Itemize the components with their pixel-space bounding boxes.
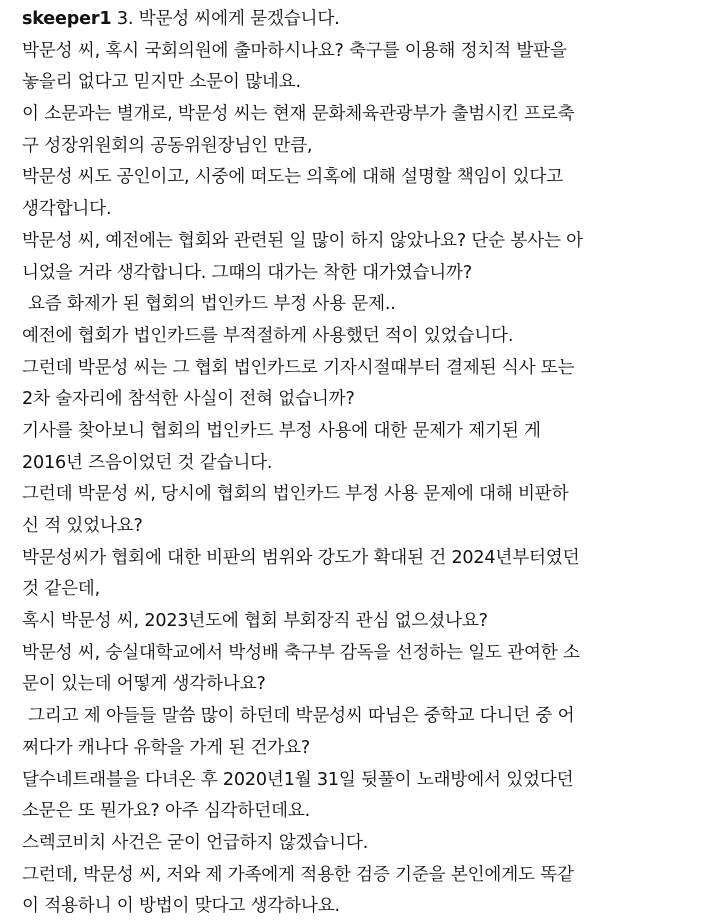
username[interactable]: skeeper1: [22, 9, 112, 29]
caption-line: 박문성 씨, 숭실대학교에서 박성배 축구부 감독을 선정하는 일도 관여한 소: [22, 642, 580, 663]
caption-line: 박문성 씨도 공인이고, 시중에 떠도는 의혹에 대해 설명할 책임이 있다고: [22, 167, 563, 188]
caption-line: 이 적용하니 이 방법이 맞다고 생각하나요.: [22, 896, 340, 917]
caption-line: 기사를 찾아보니 협회의 법인카드 부정 사용에 대한 문제가 제기된 게: [22, 420, 541, 441]
caption-line: 2016년 즈음이었던 것 같습니다.: [22, 452, 273, 473]
caption-line: 예전에 협회가 법인카드를 부적절하게 사용했던 적이 있었습니다.: [22, 325, 514, 346]
caption-line: 신 적 있었나요?: [22, 516, 143, 536]
caption-line: 것 같은데,: [22, 579, 100, 600]
caption-line: 스렉코비치 사건은 굳이 언급하지 않겠습니다.: [22, 832, 369, 853]
caption-line: 쩌다가 캐나다 유학을 가게 된 건가요?: [22, 737, 311, 758]
caption-line: 박문성씨가 협회에 대한 비판의 범위와 강도가 확대된 건 2024년부터였던: [22, 547, 580, 568]
caption-line: 박문성 씨, 예전에는 협회와 관련된 일 많이 하지 않았나요? 단순 봉사는 아: [22, 230, 583, 251]
caption-line: 생각합니다.: [22, 199, 112, 220]
caption-line: 그런데 박문성 씨는 그 협회 법인카드로 기자시절때부터 결제된 식사 또는: [22, 357, 575, 378]
caption-line: 요즘 화제가 된 협회의 법인카드 부정 사용 문제..: [28, 294, 396, 315]
caption-line: 그리고 제 아들들 말씀 많이 하던데 박문성씨 따님은 중학교 다니던 중 어: [28, 706, 575, 727]
caption-line: 문이 있는데 어떻게 생각하나요?: [22, 674, 266, 695]
caption-line: 니었을 거라 생각합니다. 그때의 대가는 착한 대가였습니까?: [22, 262, 472, 283]
caption-line: 소문은 또 뭔가요? 아주 심각하던데요.: [22, 801, 311, 822]
caption-line: 박문성 씨, 혹시 국회의원에 출마하시나요? 축구를 이용해 정치적 발판을: [22, 40, 567, 61]
caption-line: 구 성장위원회의 공동위원장님인 만큼,: [22, 135, 313, 156]
caption-line: 놓을리 없다고 믿지만 소문이 많네요.: [22, 72, 301, 93]
caption-line-1: [22, 4, 712, 36]
caption-line: 그런데 박문성 씨, 당시에 협회의 법인카드 부정 사용 문제에 대해 비판하: [22, 484, 569, 505]
caption-line: 2차 술자리에 참석한 사실이 전혀 없습니까?: [22, 389, 355, 410]
caption-line: 그런데, 박문성 씨, 저와 제 가족에게 적용한 검증 기준을 본인에게도 똑같: [22, 864, 574, 885]
caption-line: 달수네트래블을 다녀온 후 2020년1월 31일 뒷풀이 노래방에서 있었다던: [22, 769, 574, 790]
caption-line: 혹시 박문성 씨, 2023년도에 협회 부회장직 관심 없으셨나요?: [22, 611, 488, 632]
post-caption: [22, 4, 712, 923]
caption-text: 3. 박문성 씨에게 묻겠습니다.: [116, 9, 340, 29]
caption-line: 이 소문과는 별개로, 박문성 씨는 현재 문화체육관광부가 출범시킨 프로축: [22, 104, 575, 125]
